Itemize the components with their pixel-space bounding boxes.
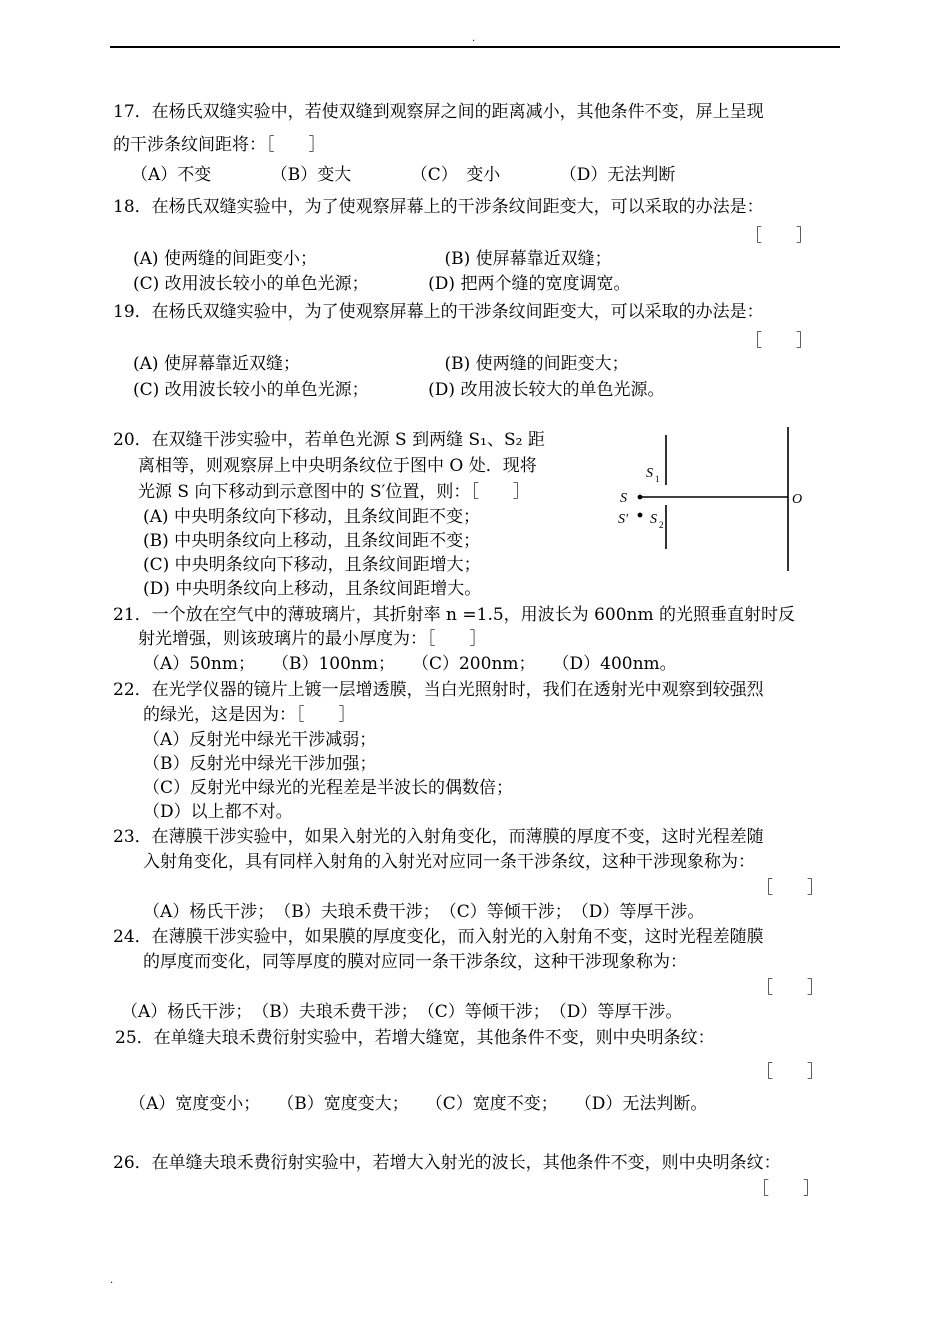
header-dot: . [472,33,476,44]
q20-option-d: (D) 中央明条纹向上移动，且条纹间距增大。 [143,579,482,599]
label-s2-sub: 2 [659,520,664,530]
q22-line2: 的绿光，这是因为：［ ］ [143,705,356,725]
q18-options-cd: (C) 改用波长较小的单色光源； (D) 把两个缝的宽度调宽。 [133,274,631,294]
q18-bracket: ［ ］ [745,226,813,246]
q21-line2: 射光增强，则该玻璃片的最小厚度为：［ ］ [138,629,487,649]
label-s-prime: S′ [618,512,629,527]
q22-option-b: （B）反射光中绿光干涉加强； [143,754,377,774]
q20-option-b: (B) 中央明条纹向上移动，且条纹间距不变； [143,531,481,551]
label-s2: S [650,512,657,527]
source-s-prime-dot [638,513,643,518]
q23-line1: 23．在薄膜干涉实验中，如果入射光的入射角变化，而薄膜的厚度不变，这时光程差随 [113,827,764,847]
label-o: O [792,492,803,507]
q20-line2: 离相等，则观察屏上中央明条纹位于图中 O 处．现将 [138,456,537,476]
q24-options: （A）杨氏干涉； （B）夫琅禾费干涉； （C）等倾干涉； （D）等厚干涉。 [121,1002,683,1022]
q25-bracket: ［ ］ [756,1062,824,1082]
header-rule [110,46,840,48]
q20-line1: 20．在双缝干涉实验中，若单色光源 S 到两缝 S₁、S₂ 距 [113,430,545,450]
q17-options: （A）不变 （B）变大 （C） 变小 （D）无法判断 [131,165,676,185]
q23-line2: 入射角变化，具有同样入射角的入射光对应同一条干涉条纹，这种干涉现象称为： [143,852,755,872]
q26-bracket: ［ ］ [752,1179,820,1199]
q25-line1: 25．在单缝夫琅禾费衍射实验中，若增大缝宽，其他条件不变，则中央明条纹： [115,1028,715,1048]
label-s: S [620,491,627,506]
q24-line1: 24．在薄膜干涉实验中，如果膜的厚度变化，而入射光的入射角不变，这时光程差随膜 [113,927,764,947]
q22-option-d: （D）以上都不对。 [143,802,293,822]
q22-line1: 22．在光学仪器的镜片上镀一层增透膜，当白光照射时，我们在透射光中观察到较强烈 [113,680,764,700]
double-slit-diagram [600,425,820,575]
q25-options: （A）宽度变小； （B）宽度变大； （C）宽度不变； （D）无法判断。 [129,1094,708,1114]
q22-option-c: （C）反射光中绿光的光程差是半波长的偶数倍； [143,778,514,798]
q19-line1: 19．在杨氏双缝实验中，为了使观察屏幕上的干涉条纹间距变大，可以采取的办法是： [113,302,764,322]
source-s-dot [638,495,643,500]
q26-line1: 26．在单缝夫琅禾费衍射实验中，若增大入射光的波长，其他条件不变，则中央明条纹： [113,1153,781,1173]
footer-dot: . [110,1275,114,1286]
q24-bracket: ［ ］ [756,978,824,998]
q20-option-a: (A) 中央明条纹向下移动，且条纹间距不变； [143,507,480,527]
q19-options-ab: (A) 使屏幕靠近双缝； (B) 使两缝的间距变大； [133,354,629,374]
q17-line1: 17．在杨氏双缝实验中，若使双缝到观察屏之间的距离减小，其他条件不变，屏上呈现 [113,102,764,122]
q18-line1: 18．在杨氏双缝实验中，为了使观察屏幕上的干涉条纹间距变大，可以采取的办法是： [113,197,764,217]
label-s1: S [646,466,653,481]
q20-option-c: (C) 中央明条纹向下移动，且条纹间距增大； [143,555,481,575]
q18-options-ab: (A) 使两缝的间距变小； (B) 使屏幕靠近双缝； [133,249,612,269]
q17-line2: 的干涉条纹间距将：［ ］ [113,135,326,155]
label-s1-sub: 1 [655,474,660,484]
q21-line1: 21．一个放在空气中的薄玻璃片，其折射率 n =1.5，用波长为 600nm 的光照垂直射时反 [113,605,795,625]
q23-bracket: ［ ］ [756,878,824,898]
q24-line2: 的厚度而变化，同等厚度的膜对应同一条干涉条纹，这种干涉现象称为： [143,952,687,972]
q19-options-cd: (C) 改用波长较小的单色光源； (D) 改用波长较大的单色光源。 [133,380,665,400]
q19-bracket: ［ ］ [745,331,813,351]
q22-option-a: （A）反射光中绿光干涉减弱； [143,730,377,750]
q23-options: （A）杨氏干涉； （B）夫琅禾费干涉； （C）等倾干涉； （D）等厚干涉。 [143,902,705,922]
q21-options: （A）50nm； （B）100nm； （C）200nm； （D）400nm。 [143,654,677,674]
q20-line3: 光源 S 向下移动到示意图中的 S′位置，则：［ ］ [138,482,530,502]
